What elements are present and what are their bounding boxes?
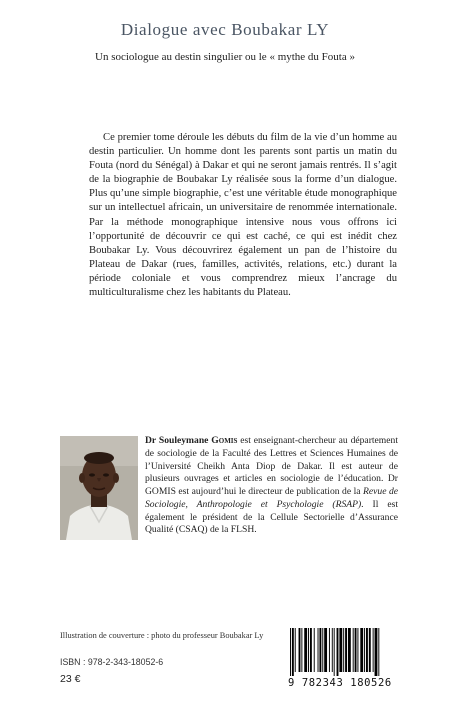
journal-name: Revue de Sociologie, Anthropologie et Psychologie (RSAP) bbox=[145, 486, 398, 510]
author-bio-text-1: est enseignant-chercheur au département de sociologie de la Faculté des Lettres et Sciences Humaines de l’Université Cheikh Anta Diop de Dakar. Il est auteur de plusieurs ouvrages et articles en sociologie de l’éducation. Dr GOMIS est aujourd’hui le directeur de publication de la bbox=[145, 435, 398, 497]
book-title: Dialogue avec Boubakar LY bbox=[120, 20, 330, 39]
blurb-paragraph bbox=[89, 131, 397, 300]
price: 23 € bbox=[60, 673, 81, 685]
author-bio bbox=[145, 435, 398, 537]
author-photo bbox=[60, 436, 138, 540]
barcode bbox=[290, 628, 408, 676]
book-subtitle: Un sociologue au destin singulier ou le « mythe du Fouta » bbox=[95, 51, 355, 63]
barcode-number: 9 782343 180526 bbox=[288, 677, 392, 689]
blurb-text: Ce premier tome déroule les débuts du film de la vie d’un homme au destin particulier. Un homme dont les parents sont partis un matin du Fouta (nord du Sénégal) à Dakar et qui ne seront jamais rentrés. Il s’agit de la biographie de Boubakar Ly réalisée sous la forme d’un dialogue. Plus qu’une simple biographie, c’est une véritable étude monographique sur un intellectuel africain, un universitaire de renommée internationale. Par la méthode monographique intensive nous vous offrons ici l’opportunité de découvrir ce qui est caché, ce qui est inédit chez Boubakar Ly. Vous découvrirez également un pan de l’histoire du Plateau de Dakar (rues, familles, activités, relations, etc.) durant la période coloniale et vous comprendrez mieux l’ancrage du multiculturalisme chez les habitants du Plateau. bbox=[89, 132, 397, 299]
author-portrait-image bbox=[60, 436, 138, 540]
isbn: ISBN : 978-2-343-18052-6 bbox=[60, 657, 164, 667]
cover-credit: Illustration de couverture : photo du professeur Boubakar Ly bbox=[60, 631, 264, 640]
author-bio-text-2: . Il est également le président de la Cellule Sectorielle d’Assurance Qualité (CSAQ) de la FLSH. bbox=[145, 498, 398, 536]
author-surname: Gomis bbox=[211, 435, 238, 446]
author-name-prefix: Dr Souleymane bbox=[145, 435, 212, 446]
